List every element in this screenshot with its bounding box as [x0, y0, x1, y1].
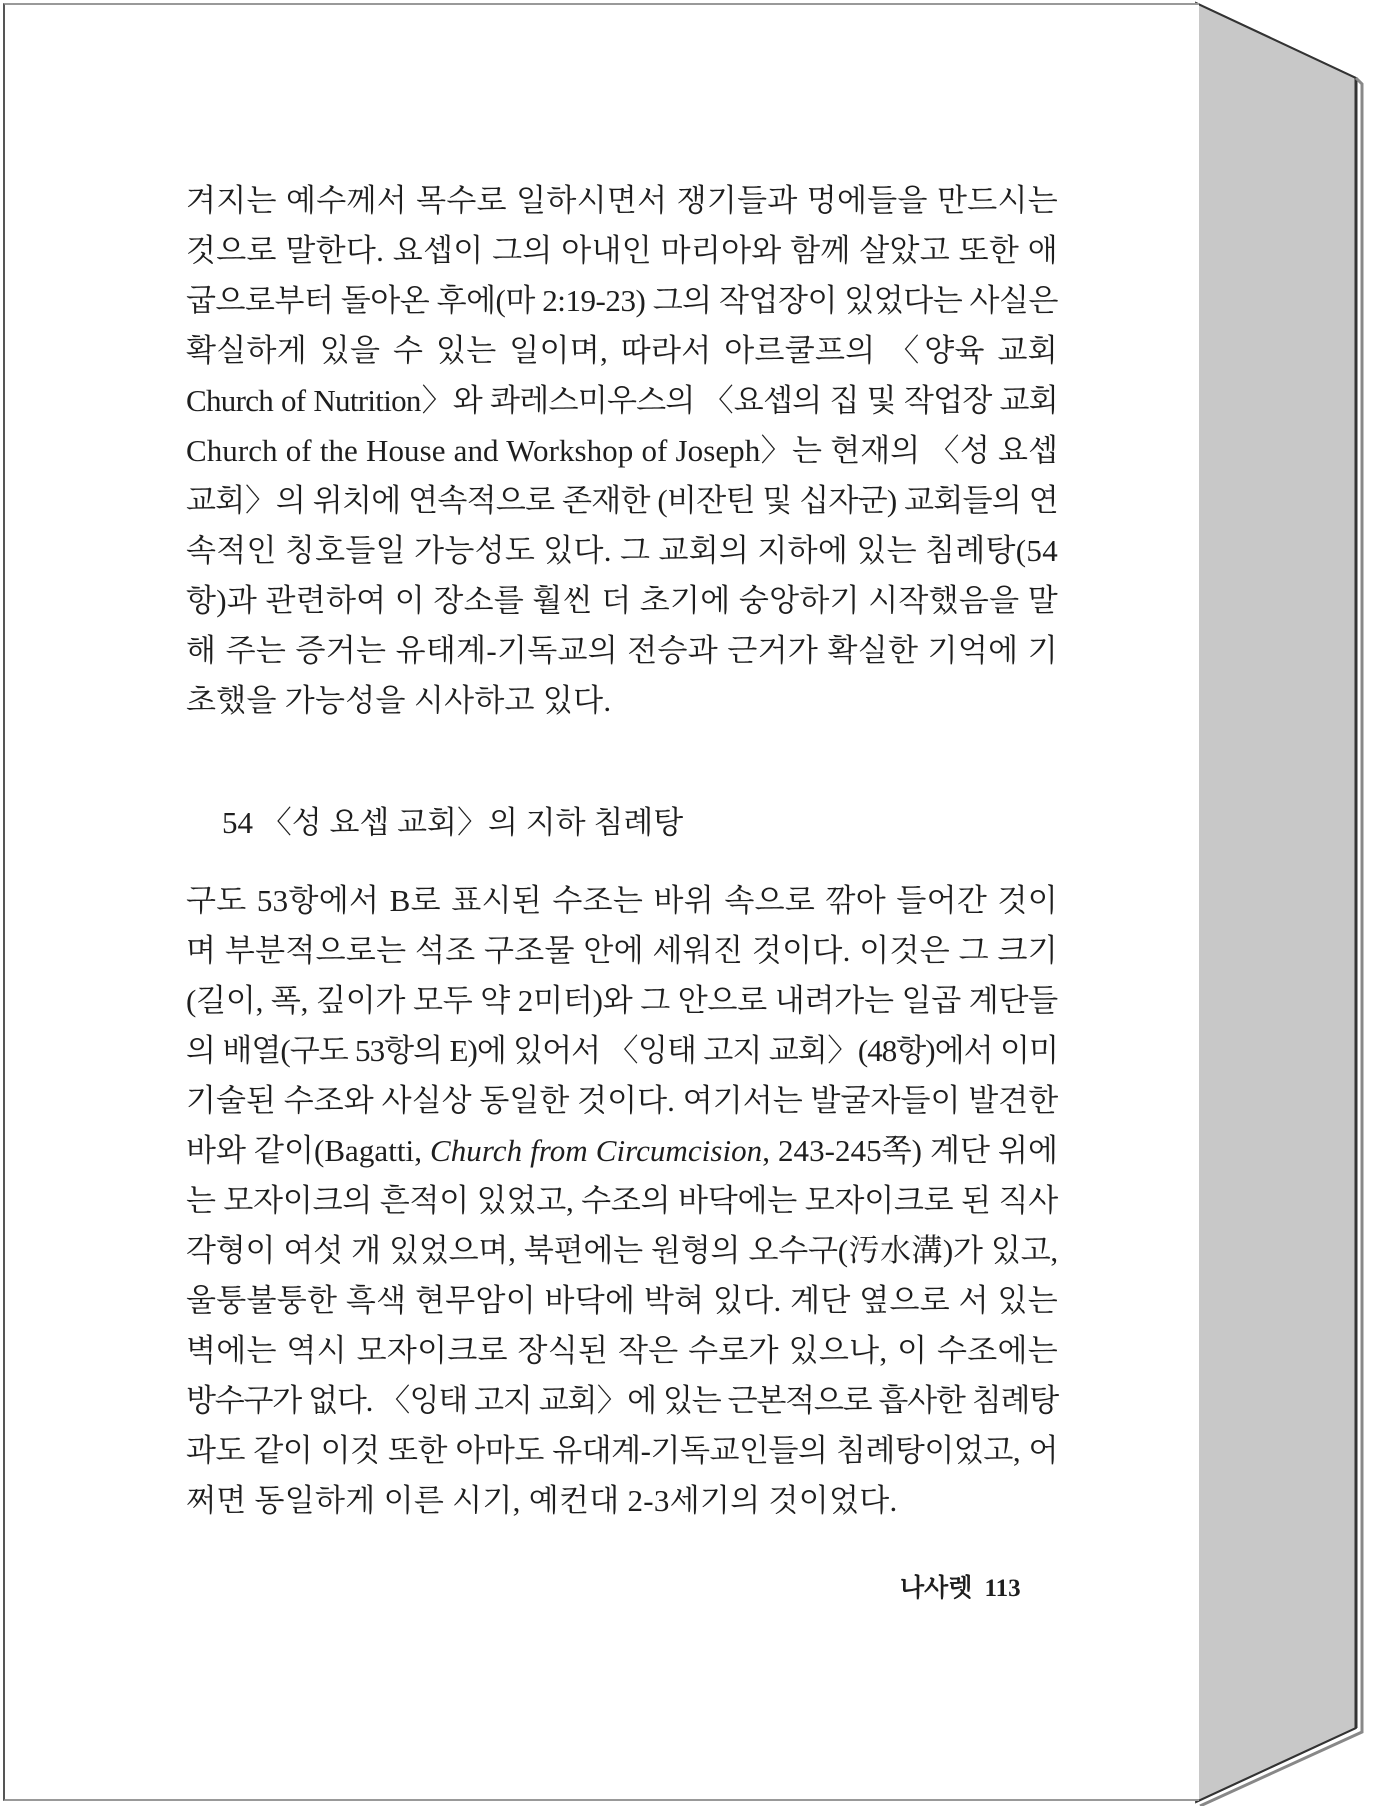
text-line: 겨지는 예수께서 목수로 일하시면서 쟁기들과 멍에들을 만드시는: [186, 183, 1058, 218]
paragraph-2: [186, 876, 1058, 1526]
text-line: 는 모자이크의 흔적이 있었고, 수조의 바닥에는 모자이크로 된 직사: [186, 1183, 1058, 1218]
text-line: 항)과 관련하여 이 장소를 훨씬 더 초기에 숭앙하기 시작했음을 말: [186, 583, 1058, 618]
text-line: 초했을 가능성을 시사하고 있다.: [186, 683, 612, 718]
page-footer: [900, 1568, 1021, 1604]
text-line: 확실하게 있을 수 있는 일이며, 따라서 아르쿨프의 〈양육 교회: [186, 333, 1058, 368]
text-line: Church of the House and Workshop of Joseph〉는 현재의 〈성 요셉: [186, 433, 1058, 468]
text-line: 울퉁불퉁한 흑색 현무암이 바닥에 박혀 있다. 계단 옆으로 서 있는: [186, 1283, 1058, 1318]
text-line: 각형이 여섯 개 있었으며, 북편에는 원형의 오수구(汚水溝)가 있고,: [186, 1233, 1058, 1268]
text-line: 방수구가 없다. 〈잉태 고지 교회〉에 있는 근본적으로 흡사한 침례탕: [186, 1383, 1058, 1418]
text-line: (길이, 폭, 깊이가 모두 약 2미터)와 그 안으로 내려가는 일곱 계단들: [186, 983, 1058, 1018]
paragraph-1: [186, 176, 1058, 726]
text-line: 속적인 칭호들일 가능성도 있다. 그 교회의 지하에 있는 침례탕(54: [186, 533, 1058, 568]
citation-pages: , 243-245쪽) 계단 위에: [762, 1133, 1058, 1168]
running-title: 나사렛: [900, 1575, 973, 1602]
text-line: 굽으로부터 돌아온 후에(마 2:19-23) 그의 작업장이 있었다는 사실은: [186, 283, 1059, 318]
text-line: 며 부분적으로는 석조 구조물 안에 세워진 것이다. 이것은 그 크기: [186, 933, 1058, 968]
citation-lead: 바와 같이(Bagatti,: [186, 1133, 430, 1168]
text-line-citation: [186, 1126, 1058, 1176]
text-line: 과도 같이 이것 또한 아마도 유대계-기독교인들의 침례탕이었고, 어: [186, 1433, 1058, 1468]
text-line: 교회〉의 위치에 연속적으로 존재한 (비잔틴 및 십자군) 교회들의 연: [186, 483, 1058, 518]
text-line: Church of Nutrition〉와 콰레스미우스의 〈요셉의 집 및 작업장 교회: [186, 383, 1058, 418]
text-line: 의 배열(구도 53항의 E)에 있어서 〈잉태 고지 교회〉(48항)에서 이미: [186, 1033, 1058, 1068]
text-line: 해 주는 증거는 유태계-기독교의 전승과 근거가 확실한 기억에 기: [186, 633, 1058, 668]
citation-title: Church from Circumcision: [430, 1133, 763, 1168]
text-line: 벽에는 역시 모자이크로 장식된 작은 수로가 있으나, 이 수조에는: [186, 1333, 1058, 1368]
text-line: 기술된 수조와 사실상 동일한 것이다. 여기서는 발굴자들이 발견한: [186, 1083, 1059, 1118]
text-line: 쩌면 동일하게 이른 시기, 예컨대 2-3세기의 것이었다.: [186, 1483, 898, 1518]
page-number: 113: [984, 1575, 1021, 1602]
section-heading: 54 〈성 요셉 교회〉의 지하 침례탕: [222, 805, 684, 840]
text-line: 것으로 말한다. 요셉이 그의 아내인 마리아와 함께 살았고 또한 애: [186, 233, 1058, 268]
text-line: 구도 53항에서 B로 표시된 수조는 바위 속으로 깎아 들어간 것이: [186, 883, 1058, 918]
